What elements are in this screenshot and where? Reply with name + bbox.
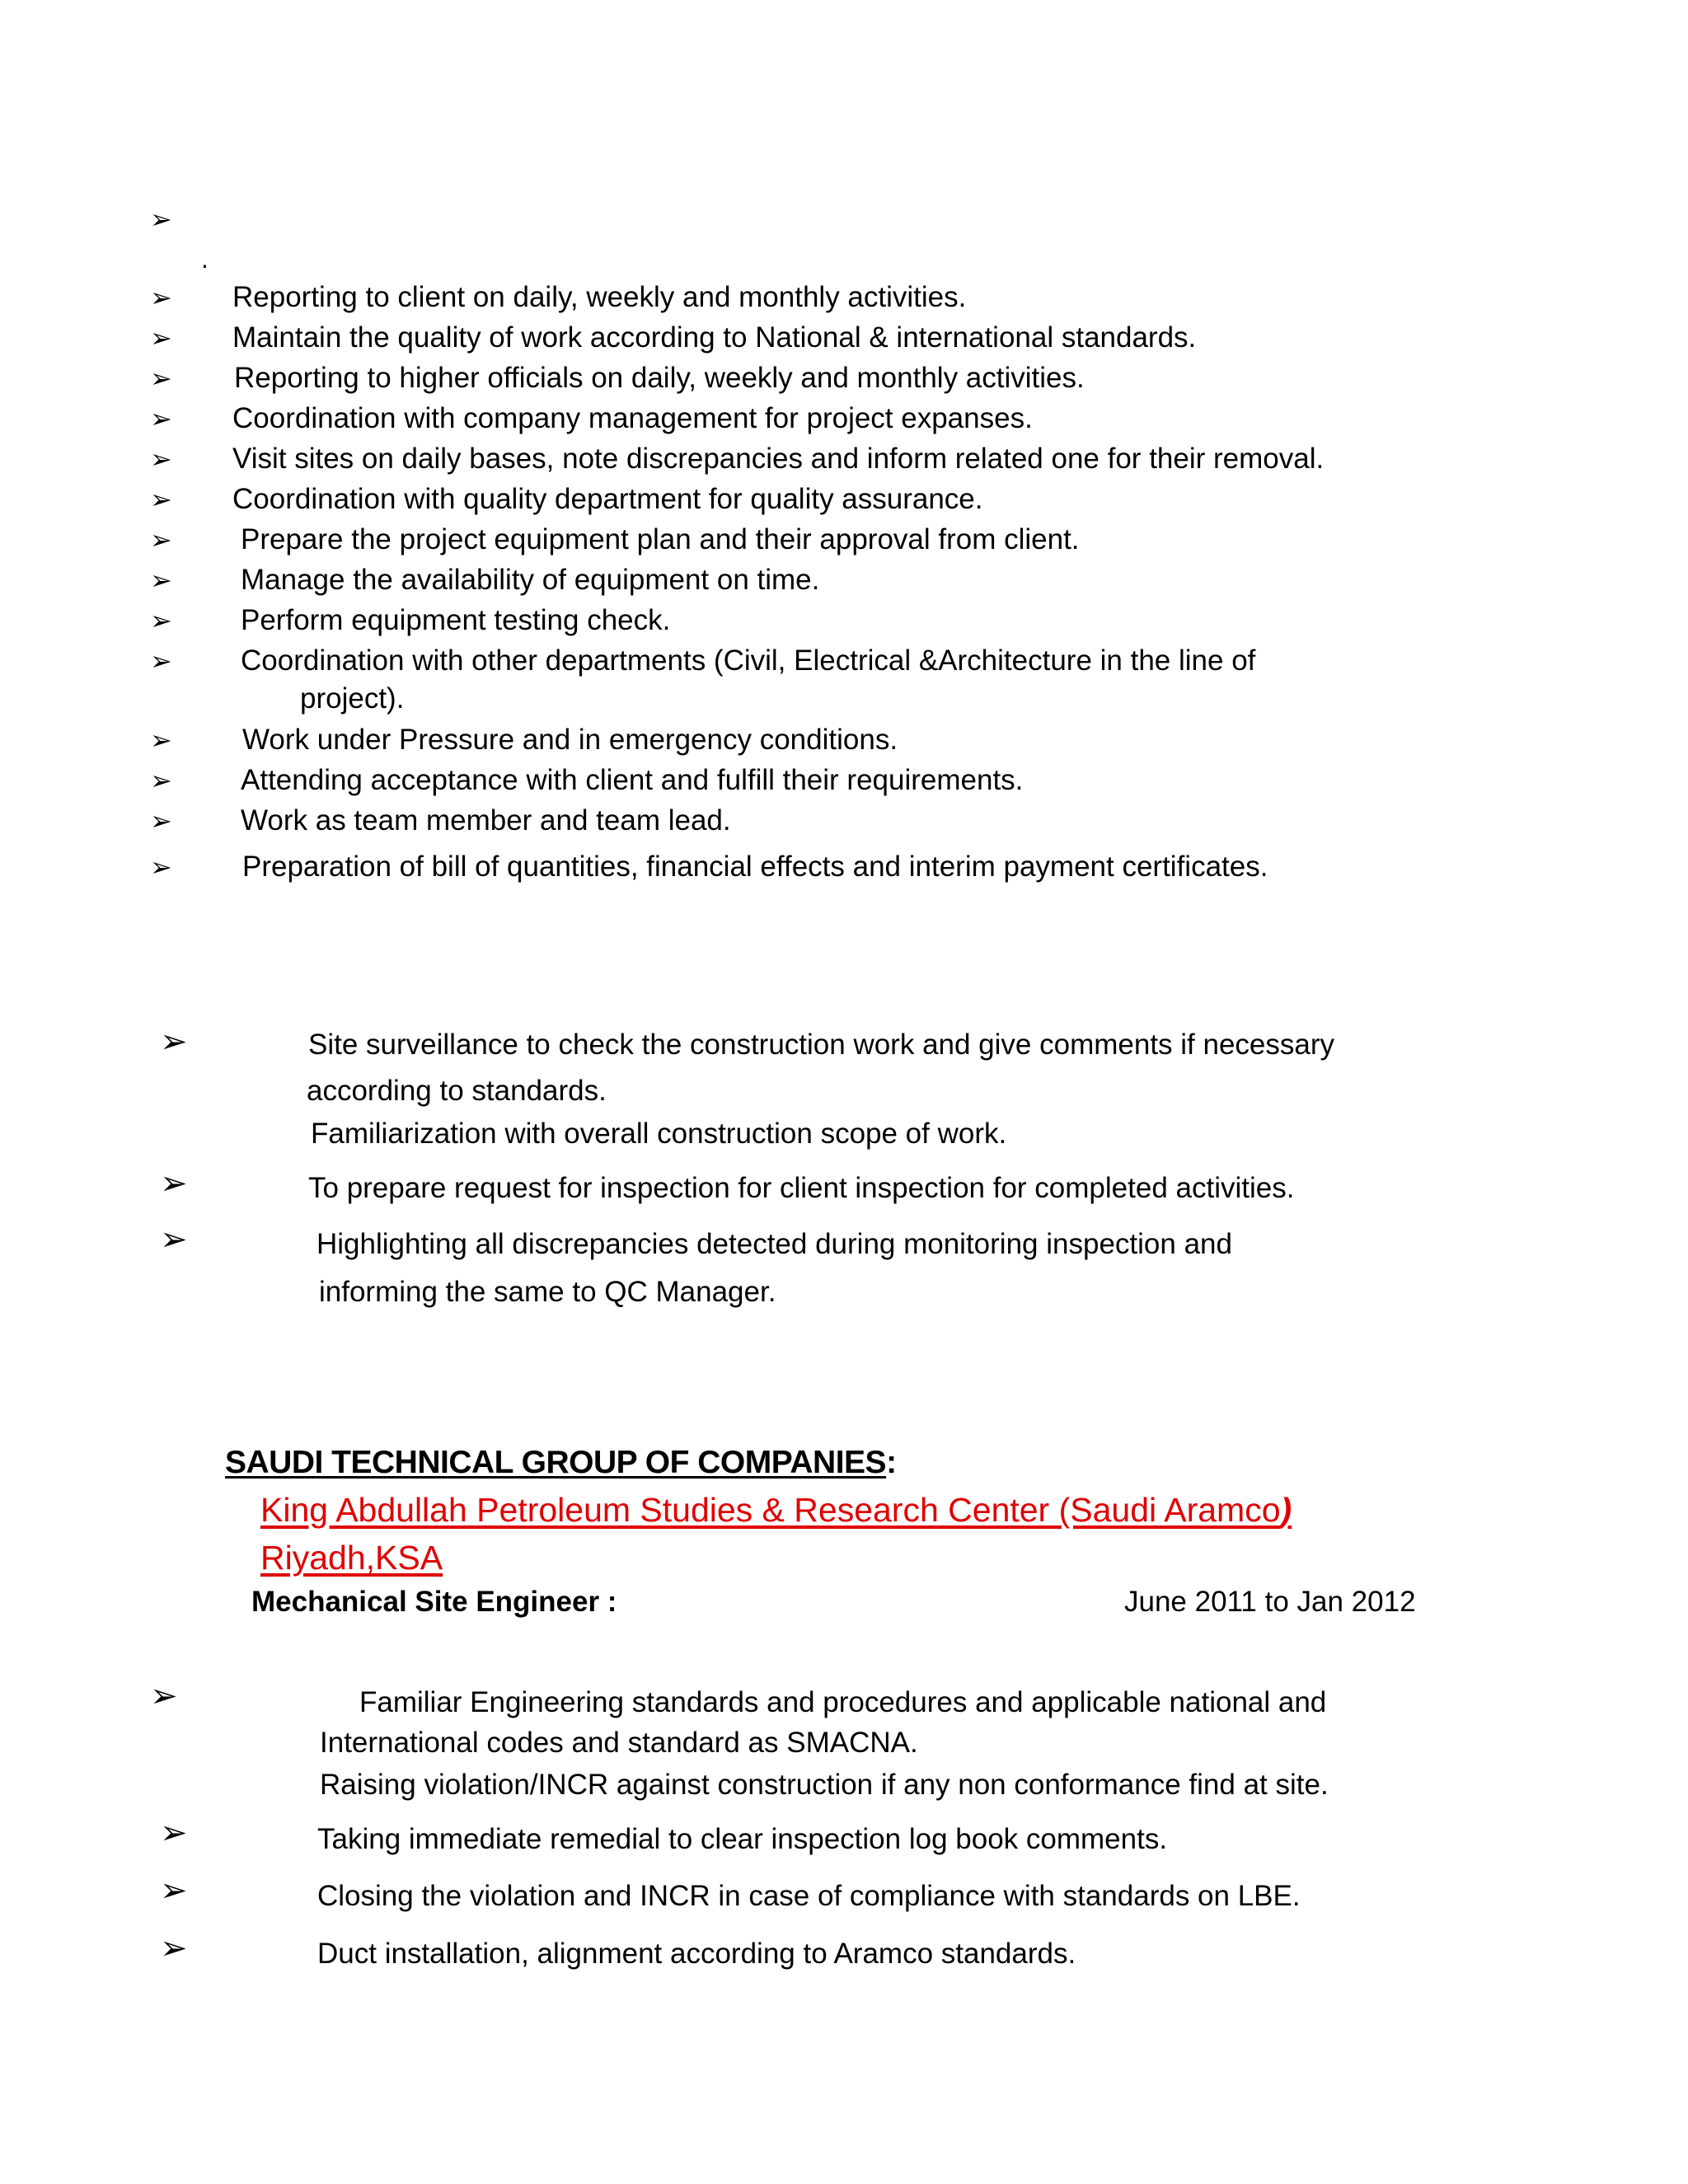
project-location xyxy=(200,1536,443,1579)
bullet-icon: ➢ xyxy=(150,363,172,394)
bullet-icon: ➢ xyxy=(150,282,172,313)
list-item: Familiarization with overall construction scope of work. xyxy=(311,1118,1007,1150)
list-item: Coordination with quality department for quality assurance. xyxy=(232,483,983,515)
list-item: To prepare request for inspection for client inspection for completed activities. xyxy=(308,1172,1295,1204)
list-item: Familiar Engineering standards and procedures and applicable national and xyxy=(359,1686,1327,1718)
project-name-close: ) xyxy=(1280,1491,1292,1529)
stray-dot: . xyxy=(201,244,209,274)
list-item: Site surveillance to check the construction work and give comments if necessary xyxy=(308,1029,1335,1061)
list-item: Taking immediate remedial to clear inspection log book comments. xyxy=(317,1823,1168,1855)
bullet-icon: ➢ xyxy=(160,1872,188,1910)
list-item: Maintain the quality of work according to National & international standards. xyxy=(232,321,1197,354)
bullet-icon: ➢ xyxy=(160,1023,188,1061)
company-name: SAUDI TECHNICAL GROUP OF COMPANIES xyxy=(225,1445,887,1480)
bullet-icon: ➢ xyxy=(160,1221,188,1258)
list-item: Work under Pressure and in emergency conditions. xyxy=(242,724,898,756)
bullet-icon: ➢ xyxy=(150,765,172,796)
company-heading xyxy=(200,1442,897,1483)
bullet-icon: ➢ xyxy=(160,1929,188,1967)
bullet-icon: ➢ xyxy=(150,805,172,837)
list-item: Raising violation/INCR against construction if any non conformance find at site. xyxy=(320,1769,1329,1801)
list-item: Visit sites on daily bases, note discrepancies and inform related one for their removal. xyxy=(232,443,1325,475)
job-title: Mechanical Site Engineer : xyxy=(251,1586,617,1618)
list-item: Highlighting all discrepancies detected during monitoring inspection and xyxy=(316,1228,1232,1260)
list-item: Reporting to higher officials on daily, weekly and monthly activities. xyxy=(234,362,1085,394)
list-item: Coordination with company management for project expanses. xyxy=(232,402,1033,434)
bullet-icon: ➢ xyxy=(160,1165,188,1202)
list-item-continuation: informing the same to QC Manager. xyxy=(319,1276,776,1308)
bullet-icon: ➢ xyxy=(150,322,172,354)
bullet-icon: ➢ xyxy=(160,1814,188,1852)
list-item-continuation: according to standards. xyxy=(307,1075,607,1107)
list-item: Preparation of bill of quantities, financial effects and interim payment certificates. xyxy=(242,851,1268,883)
bullet-icon: ➢ xyxy=(150,484,172,515)
list-item: Reporting to client on daily, weekly and monthly activities. xyxy=(232,281,967,313)
project-name-text: King Abdullah Petroleum Studies & Research Center (Saudi Aramco xyxy=(260,1491,1281,1529)
location-text: Riyadh,KSA xyxy=(260,1539,443,1577)
list-item-continuation: project). xyxy=(300,682,405,715)
bullet-icon: ➢ xyxy=(150,524,172,555)
list-item: Perform equipment testing check. xyxy=(241,604,671,636)
bullet-icon: ➢ xyxy=(150,204,172,235)
bullet-icon: ➢ xyxy=(150,605,172,636)
list-item-continuation: International codes and standard as SMACNA. xyxy=(320,1727,918,1759)
job-dates: June 2011 to Jan 2012 xyxy=(1124,1586,1416,1618)
bullet-icon: ➢ xyxy=(150,1677,178,1715)
list-item: Prepare the project equipment plan and their approval from client. xyxy=(241,523,1080,555)
bullet-icon: ➢ xyxy=(150,851,172,883)
list-item: Coordination with other departments (Civil, Electrical &Architecture in the line of xyxy=(241,644,1256,677)
list-item: Closing the violation and INCR in case of compliance with standards on LBE. xyxy=(317,1880,1301,1912)
company-colon: : xyxy=(886,1445,897,1480)
list-item: Manage the availability of equipment on time. xyxy=(241,564,820,596)
bullet-icon: ➢ xyxy=(150,443,172,475)
bullet-icon: ➢ xyxy=(150,645,172,677)
list-item: Attending acceptance with client and fulfill their requirements. xyxy=(241,764,1024,796)
bullet-icon: ➢ xyxy=(150,724,172,756)
bullet-icon: ➢ xyxy=(150,403,172,434)
list-item: Work as team member and team lead. xyxy=(241,804,731,837)
project-name xyxy=(260,1488,1292,1531)
list-item: Duct installation, alignment according to Aramco standards. xyxy=(317,1938,1076,1970)
bullet-icon: ➢ xyxy=(150,565,172,596)
